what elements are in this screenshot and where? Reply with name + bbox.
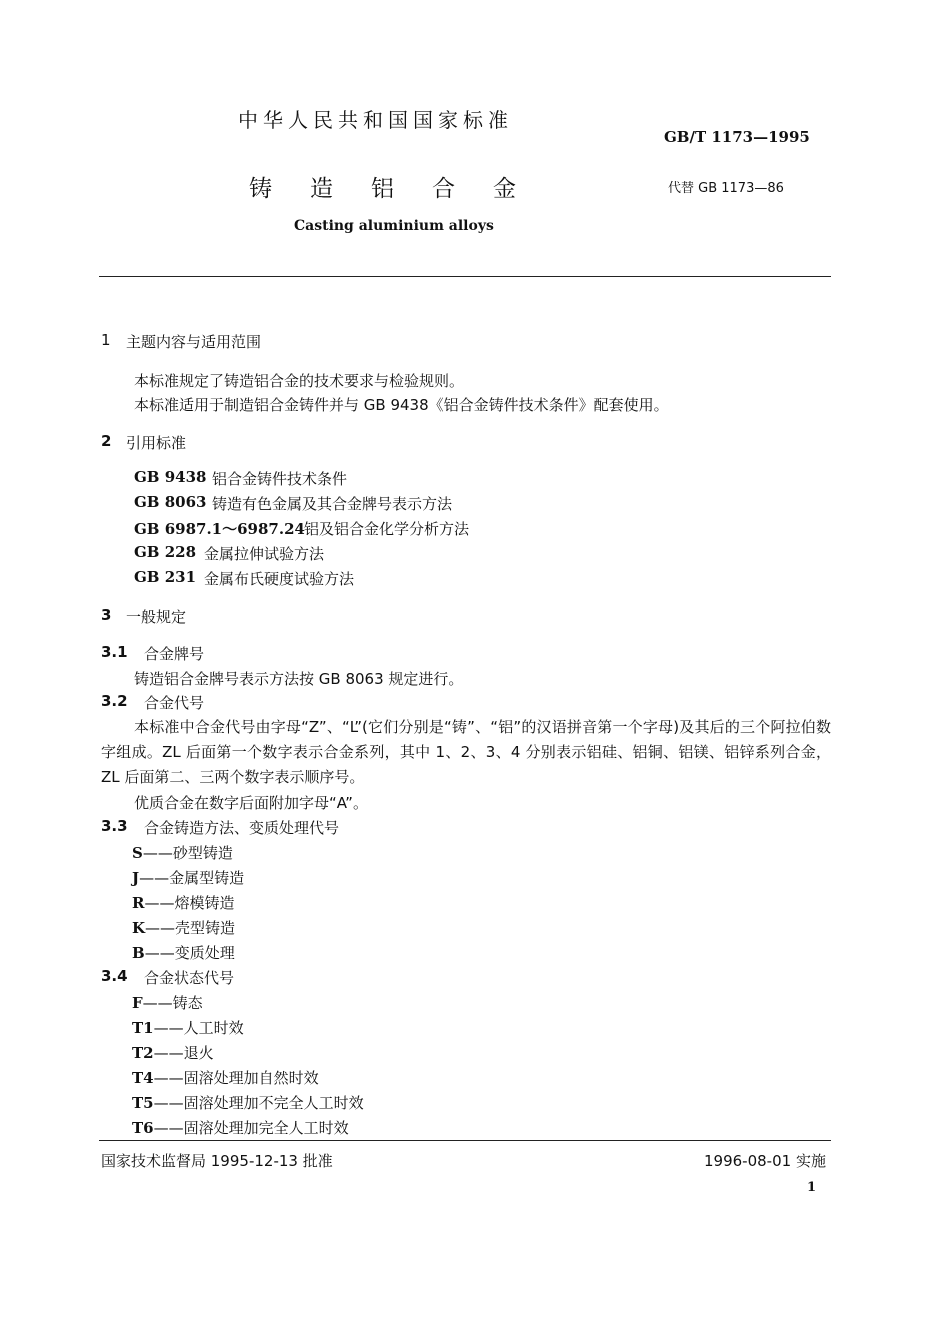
subsection-3-2-note: 优质合金在数字后面附加字母“A”。 [134,794,368,812]
subsection-3-3-heading: 合金铸造方法、变质处理代号 [144,819,340,837]
reference-title: 铸造有色金属及其合金牌号表示方法 [212,495,453,513]
reference-code: GB 8063 [134,493,207,511]
reference-code: GB 9438 [134,468,207,486]
reference-title: 金属拉伸试验方法 [204,545,325,563]
code-label: F [132,994,143,1012]
list-item [132,1117,349,1138]
code-description: ——铸态 [142,994,203,1012]
section-3-number: 3 [101,606,112,624]
subsection-3-2-heading: 合金代号 [144,694,205,712]
reference-title: 铝及铝合金化学分析方法 [304,520,470,538]
code-description: ——固溶处理加不完全人工时效 [153,1094,364,1112]
code-description: ——熔模铸造 [144,894,235,912]
list-item [132,1017,244,1038]
code-description: ——人工时效 [153,1019,244,1037]
subsection-3-1-heading: 合金牌号 [144,645,205,663]
effective-date: 1996-08-01 实施 [704,1152,826,1170]
code-label: R [132,894,145,912]
page-number: 1 [807,1180,817,1195]
code-description: ——壳型铸造 [145,919,236,937]
list-item [132,1067,319,1088]
english-title: Casting aluminium alloys [294,218,494,234]
code-label: K [132,919,146,937]
list-item [132,942,235,963]
reference-code: GB 231 [134,568,197,586]
section-1-heading: 主题内容与适用范围 [126,333,262,351]
reference-title: 铝合金铸件技术条件 [212,470,348,488]
subsection-3-2-number: 3.2 [101,692,128,710]
code-description: ——砂型铸造 [142,844,233,862]
code-label: T5 [132,1094,154,1112]
code-label: T1 [132,1019,154,1037]
section-2-number: 2 [101,432,112,450]
header-divider [99,276,831,277]
reference-title: 金属布氏硬度试验方法 [204,570,355,588]
code-description: ——固溶处理加自然时效 [153,1069,319,1087]
subsection-3-2-paragraph: 本标准中合金代号由字母“Z”、“L”(它们分别是“铸”、“铝”的汉语拼音第一个字母)及其后的三个阿拉伯数字组成。ZL 后面第一个数字表示合金系列，其中 1、2、3、4 分别表示铝硅、铝铜、铝镁、铝锌系列合金，ZL 后面第二、三两个数字表示顺序号。 [101,718,831,786]
list-item [132,867,244,888]
section-1-number: 1 [101,331,111,349]
subsection-3-4-number: 3.4 [101,967,128,985]
list-item [132,892,234,913]
list-item [132,1042,214,1063]
subsection-3-1-number: 3.1 [101,643,128,661]
subsection-3-3-number: 3.3 [101,817,128,835]
standard-number: GB/T 1173—1995 [664,128,810,146]
footer-divider [99,1140,831,1141]
code-description: ——退火 [153,1044,214,1062]
national-standard-label: 中华人民共和国国家标准 [238,108,513,132]
list-item [132,992,203,1013]
subsection-3-4-heading: 合金状态代号 [144,969,235,987]
reference-code: GB 6987.1～6987.24 [134,520,305,538]
list-item [132,917,235,938]
code-label: S [132,844,143,862]
code-label: T6 [132,1119,154,1137]
replaces-note: 代替 GB 1173—86 [668,181,784,196]
subsection-3-1-text: 铸造铝合金牌号表示方法按 GB 8063 规定进行。 [134,670,464,688]
page-title: 铸造铝合金 [249,176,554,202]
reference-code: GB 228 [134,543,197,561]
section-2-heading: 引用标准 [126,434,187,452]
code-description: ——金属型铸造 [139,869,245,887]
code-description: ——固溶处理加完全人工时效 [153,1119,349,1137]
list-item [132,1092,364,1113]
approval-line: 国家技术监督局 1995-12-13 批准 [101,1152,333,1170]
code-label: B [132,944,145,962]
code-label: J [132,869,140,887]
list-item [132,842,233,863]
section-3-heading: 一般规定 [126,608,187,626]
code-description: ——变质处理 [144,944,235,962]
section-1-paragraph: 本标准适用于制造铝合金铸件并与 GB 9438《铝合金铸件技术条件》配套使用。 [134,396,669,414]
section-1-paragraph: 本标准规定了铸造铝合金的技术要求与检验规则。 [134,372,465,390]
code-label: T2 [132,1044,154,1062]
code-label: T4 [132,1069,154,1087]
